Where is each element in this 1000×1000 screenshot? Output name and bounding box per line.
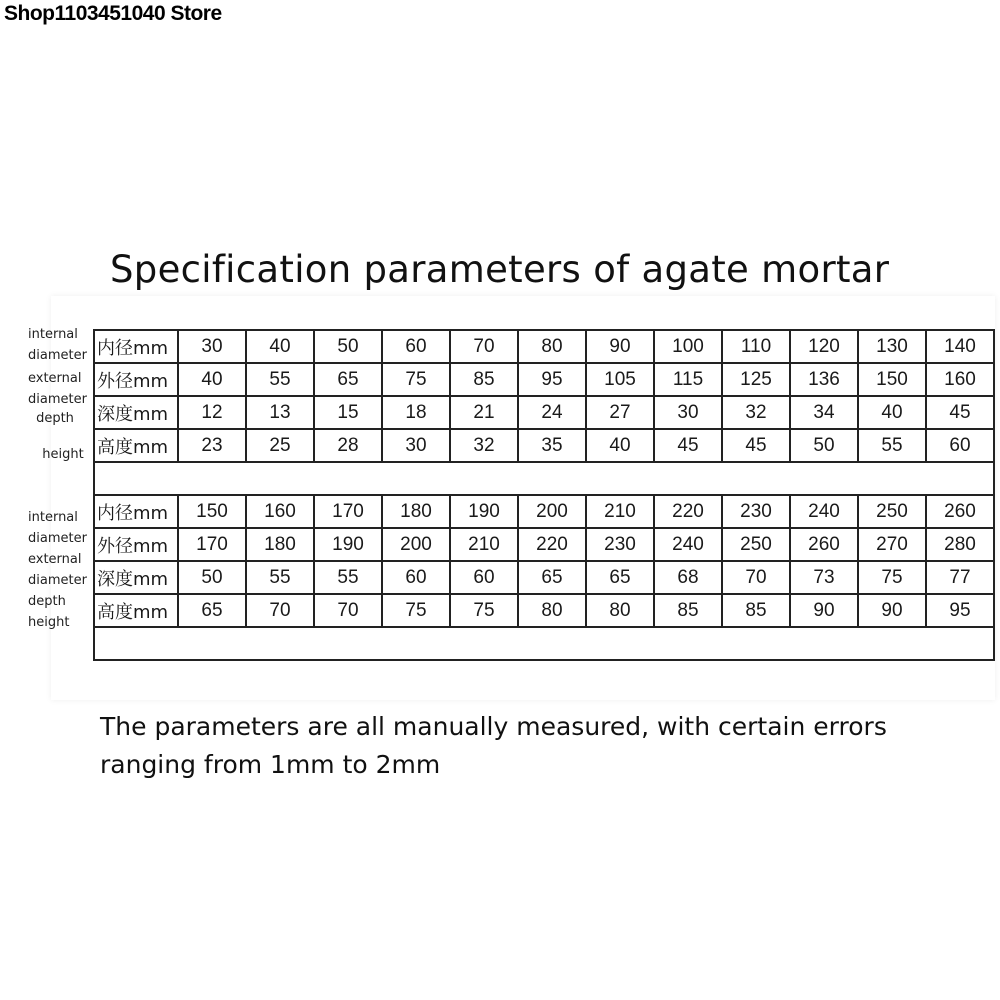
table-cell: 210 [586,495,654,528]
table-cell: 12 [178,396,246,429]
table-row-inner-diameter [94,330,994,363]
table-cell: 125 [722,363,790,396]
row-header-depth: 深度mm [94,396,178,429]
table-cell: 45 [926,396,994,429]
table-cell: 180 [382,495,450,528]
table-cell: 60 [450,561,518,594]
table-cell: 95 [926,594,994,627]
table-cell: 80 [586,594,654,627]
table-cell: 23 [178,429,246,462]
table-cell: 80 [518,330,586,363]
note-line-1: The parameters are all manually measured, with certain errors [100,712,887,741]
table-cell: 30 [654,396,722,429]
page-title: Specification parameters of agate mortar [110,248,890,291]
table-cell: 280 [926,528,994,561]
table-cell: 190 [450,495,518,528]
table-spacer-row [94,462,994,495]
table-cell: 260 [790,528,858,561]
table-cell: 40 [586,429,654,462]
row-header-height: 高度mm [94,594,178,627]
table-cell: 32 [722,396,790,429]
table-spacer-row [94,627,994,660]
table-cell: 45 [654,429,722,462]
table-cell: 230 [722,495,790,528]
table-cell: 30 [178,330,246,363]
table-cell: 220 [654,495,722,528]
table-row-outer-diameter [94,528,994,561]
side-label-height-1: height [42,447,84,462]
table-cell: 200 [382,528,450,561]
table-cell: 65 [178,594,246,627]
table-cell: 95 [518,363,586,396]
table-cell: 65 [314,363,382,396]
table-cell: 70 [314,594,382,627]
side-label-external-1: external [28,371,82,386]
table-cell: 85 [722,594,790,627]
table-cell: 170 [178,528,246,561]
table-cell: 50 [790,429,858,462]
table-cell: 24 [518,396,586,429]
table-cell: 45 [722,429,790,462]
table-cell: 85 [654,594,722,627]
side-label-diameter-2b: diameter [28,573,87,588]
table-cell: 150 [178,495,246,528]
table-cell: 70 [450,330,518,363]
table-cell: 210 [450,528,518,561]
row-header-outer-diameter: 外径mm [94,363,178,396]
spacer-cell [94,462,994,495]
side-label-diameter-1b: diameter [28,392,87,407]
side-label-depth-2: depth [28,594,66,609]
table-cell: 100 [654,330,722,363]
row-header-outer-diameter: 外径mm [94,528,178,561]
measurement-note [100,708,980,784]
table-cell: 75 [382,363,450,396]
table-cell: 90 [790,594,858,627]
table-cell: 90 [858,594,926,627]
table-cell: 55 [246,561,314,594]
table-cell: 68 [654,561,722,594]
table-cell: 65 [586,561,654,594]
table-cell: 250 [722,528,790,561]
table-cell: 60 [382,330,450,363]
table-cell: 50 [314,330,382,363]
table-cell: 30 [382,429,450,462]
table-cell: 55 [314,561,382,594]
row-header-depth: 深度mm [94,561,178,594]
table-cell: 73 [790,561,858,594]
table-cell: 260 [926,495,994,528]
table-cell: 130 [858,330,926,363]
store-name[interactable]: Shop1103451040 Store [4,2,222,25]
table-cell: 21 [450,396,518,429]
table-cell: 60 [926,429,994,462]
table-cell: 240 [790,495,858,528]
table-cell: 55 [858,429,926,462]
block-2 [94,495,994,660]
table-cell: 35 [518,429,586,462]
table-cell: 70 [246,594,314,627]
table-row-height [94,594,994,627]
table-cell: 18 [382,396,450,429]
table-cell: 240 [654,528,722,561]
side-label-diameter-1a: diameter [28,348,87,363]
table-cell: 15 [314,396,382,429]
row-header-inner-diameter: 内径mm [94,495,178,528]
table-cell: 13 [246,396,314,429]
table-cell: 25 [246,429,314,462]
spec-table [93,329,995,661]
table-cell: 32 [450,429,518,462]
table-cell: 160 [246,495,314,528]
row-header-height: 高度mm [94,429,178,462]
side-label-internal-2: internal [28,510,78,525]
table-cell: 190 [314,528,382,561]
table-cell: 50 [178,561,246,594]
table-cell: 80 [518,594,586,627]
table-row-depth [94,561,994,594]
table-cell: 180 [246,528,314,561]
table-cell: 27 [586,396,654,429]
table-cell: 160 [926,363,994,396]
table-cell: 200 [518,495,586,528]
table-cell: 40 [178,363,246,396]
side-label-depth-1: depth [36,411,74,426]
table-row-height [94,429,994,462]
table-cell: 77 [926,561,994,594]
table-cell: 150 [858,363,926,396]
note-line-2: ranging from 1mm to 2mm [100,750,441,779]
table-cell: 40 [858,396,926,429]
row-header-inner-diameter: 内径mm [94,330,178,363]
table-cell: 55 [246,363,314,396]
table-cell: 136 [790,363,858,396]
table-cell: 105 [586,363,654,396]
table-cell: 90 [586,330,654,363]
table-cell: 120 [790,330,858,363]
table-cell: 250 [858,495,926,528]
spacer-cell [94,627,994,660]
table-cell: 75 [858,561,926,594]
block-1 [94,330,994,495]
table-cell: 28 [314,429,382,462]
side-label-external-2: external [28,552,82,567]
side-label-internal-1: internal [28,327,78,342]
table-row-outer-diameter [94,363,994,396]
table-cell: 65 [518,561,586,594]
table-cell: 40 [246,330,314,363]
side-label-height-2: height [28,615,70,630]
table-cell: 75 [382,594,450,627]
table-cell: 140 [926,330,994,363]
side-label-diameter-2a: diameter [28,531,87,546]
table-cell: 34 [790,396,858,429]
table-cell: 60 [382,561,450,594]
table-cell: 220 [518,528,586,561]
table-cell: 115 [654,363,722,396]
table-cell: 110 [722,330,790,363]
table-cell: 70 [722,561,790,594]
table-cell: 230 [586,528,654,561]
table-cell: 75 [450,594,518,627]
table-cell: 85 [450,363,518,396]
table-row-inner-diameter [94,495,994,528]
table-row-depth [94,396,994,429]
table-cell: 170 [314,495,382,528]
table-cell: 270 [858,528,926,561]
